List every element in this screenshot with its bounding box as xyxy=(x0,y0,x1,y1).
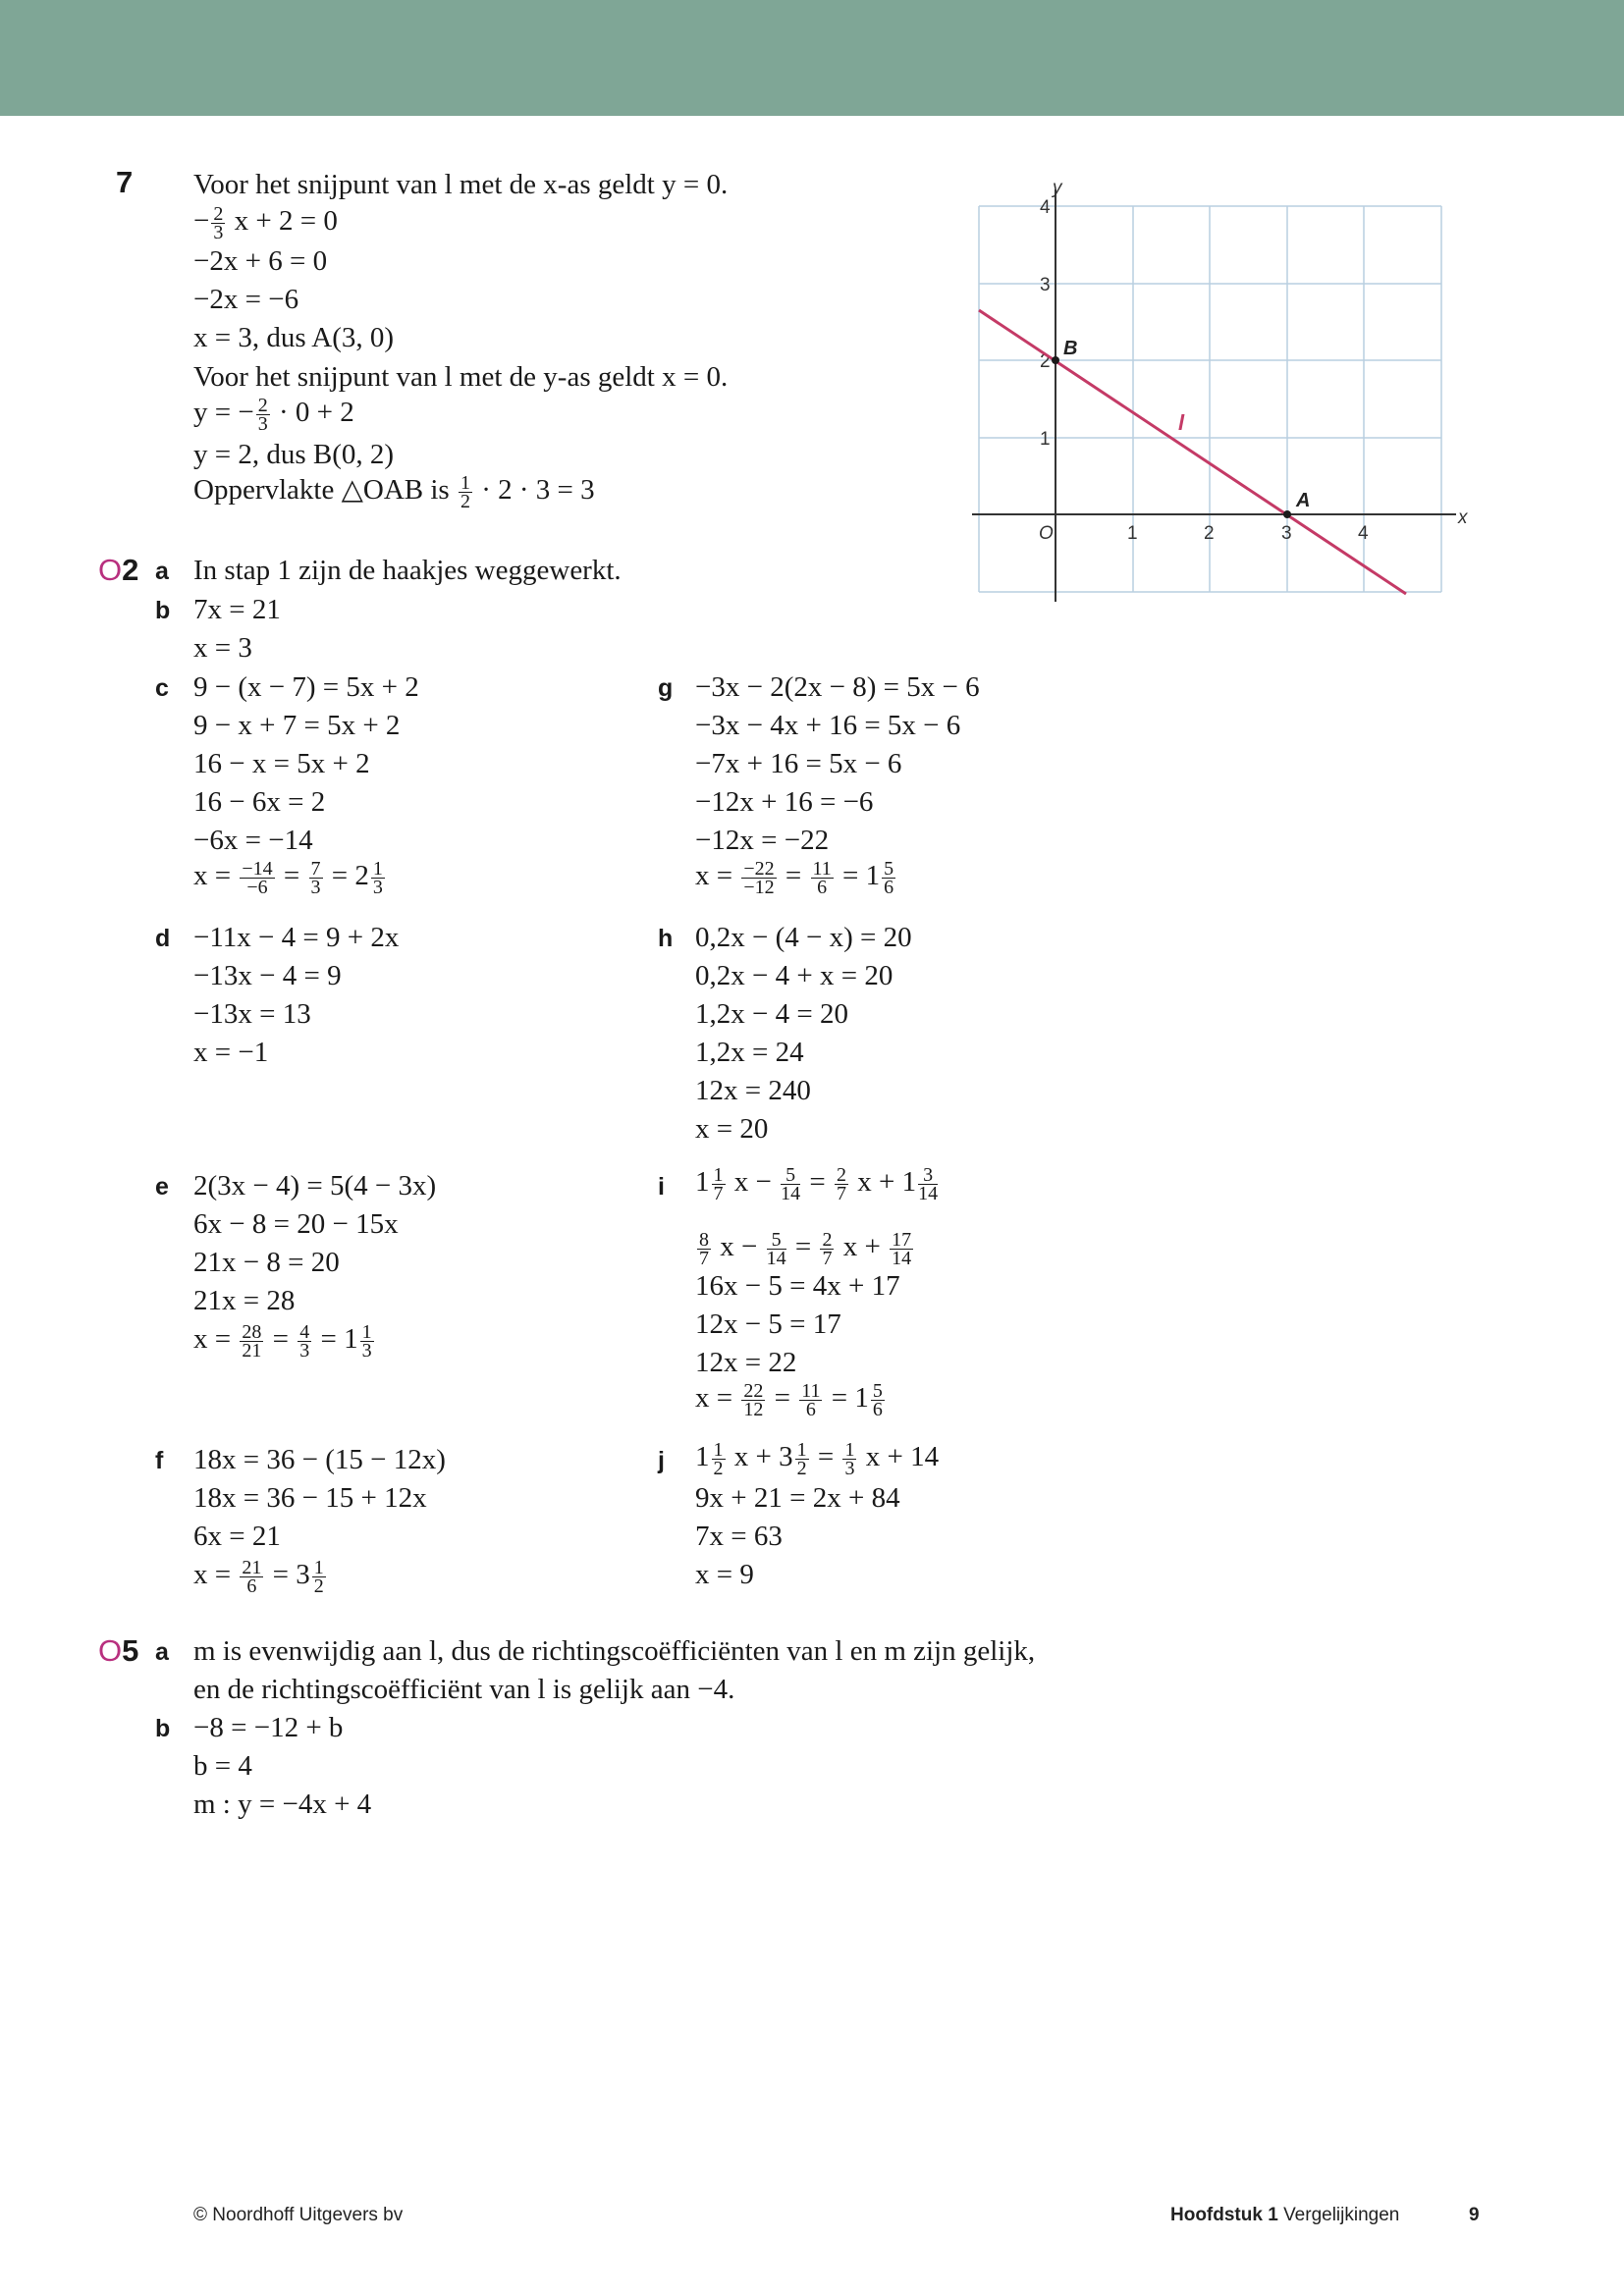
fraction: $\frac{1}{2}$ xyxy=(796,1439,807,1479)
y-axis-label: y xyxy=(1053,178,1062,198)
line-l-label: l xyxy=(1178,410,1185,435)
fraction: $\frac{1}{7}$ xyxy=(713,1164,724,1204)
fraction: $\frac{5}{14}$ xyxy=(766,1229,786,1269)
ex2g-line-3: −7x + 16 = 5x − 6 xyxy=(695,748,902,779)
ex2c-line-3: 16 − x = 5x + 2 xyxy=(193,748,370,779)
point-a-marker xyxy=(1283,510,1291,518)
ex7-line-7: y = − $\frac{2}{3}$ · 0 + 2 xyxy=(193,395,354,435)
fraction: $\frac{2}{7}$ xyxy=(836,1164,846,1204)
fraction: $\frac{3}{14}$ xyxy=(918,1164,939,1204)
part-label-c: c xyxy=(155,674,169,702)
ex2g-line-2: −3x − 4x + 16 = 5x − 6 xyxy=(695,710,961,741)
ex2f-line-4: x = $\frac{21}{6}$ = 3 $\frac{1}{2}$ xyxy=(193,1557,324,1597)
ex2h-line-6: x = 20 xyxy=(695,1113,769,1145)
part-label-j: j xyxy=(658,1447,665,1474)
fraction: $\frac{28}{21}$ xyxy=(242,1321,262,1362)
part-label-h: h xyxy=(658,925,674,952)
fraction: $\frac{5}{6}$ xyxy=(872,1380,883,1420)
ex2b-line-1: 7x = 21 xyxy=(193,594,281,625)
ex5b-line-2: b = 4 xyxy=(193,1750,252,1782)
ex2i-line-3: 16x − 5 = 4x + 17 xyxy=(695,1270,900,1302)
ex2c-line-6: x = $\frac{-14}{-6}$ = $\frac{7}{3}$ = 2 $\frac{1}{3}$ xyxy=(193,858,383,898)
footer-chapter: Hoofdstuk 1 Vergelijkingen xyxy=(1170,2205,1400,2225)
part-label-b: b xyxy=(155,1715,171,1742)
ex5a-line-1: m is evenwijdig aan l, dus de richtingscoëfficiënten van l en m zijn gelijk, xyxy=(193,1635,1036,1667)
part-label-b: b xyxy=(155,597,171,624)
x-tick-2: 2 xyxy=(1204,523,1215,544)
x-tick-4: 4 xyxy=(1358,523,1369,544)
x-tick-1: 1 xyxy=(1127,523,1138,544)
fraction: $\frac{2}{3}$ xyxy=(213,203,224,243)
page-number: 9 xyxy=(1469,2205,1480,2225)
ex2d-line-3: −13x = 13 xyxy=(193,998,311,1030)
ex2i-line-4: 12x − 5 = 17 xyxy=(695,1308,841,1340)
fraction: $\frac{1}{3}$ xyxy=(844,1439,855,1479)
fraction: $\frac{1}{2}$ xyxy=(460,472,470,512)
footer-copyright: © Noordhoff Uitgevers bv xyxy=(193,2205,404,2225)
ex2h-line-5: 12x = 240 xyxy=(695,1075,811,1106)
part-label-f: f xyxy=(155,1447,164,1474)
exercise-number-5: O5 xyxy=(98,1633,139,1668)
ex2h-line-2: 0,2x − 4 + x = 20 xyxy=(695,960,893,991)
origin-label: O xyxy=(1039,523,1054,544)
part-label-g: g xyxy=(658,674,674,702)
y-tick-4: 4 xyxy=(1040,197,1051,218)
y-tick-1: 1 xyxy=(1040,429,1051,450)
ex2i-line-6: x = $\frac{22}{12}$ = $\frac{11}{6}$ = 1 $\frac{5}{6}$ xyxy=(695,1380,883,1420)
fraction: $\frac{22}{12}$ xyxy=(743,1380,764,1420)
fraction: $\frac{11}{6}$ xyxy=(801,1380,821,1420)
part-label-a: a xyxy=(155,1638,169,1666)
ex2i-line-2: $\frac{8}{7}$ x − $\frac{5}{14}$ = $\frac{2}{7}$ x + $\frac{17}{14}$ xyxy=(699,1229,912,1269)
ex5b-line-3: m : y = −4x + 4 xyxy=(193,1789,372,1820)
ex2c-line-1: 9 − (x − 7) = 5x + 2 xyxy=(193,671,419,703)
point-b-marker xyxy=(1052,356,1059,364)
fraction: $\frac{2}{7}$ xyxy=(822,1229,833,1269)
ex2c-line-2: 9 − x + 7 = 5x + 2 xyxy=(193,710,401,741)
ex2e-line-4: 21x = 28 xyxy=(193,1285,296,1316)
ex7-line-8: y = 2, dus B(0, 2) xyxy=(193,439,395,470)
fraction: $\frac{-14}{-6}$ xyxy=(242,858,273,898)
y-tick-3: 3 xyxy=(1040,275,1051,295)
ex2d-line-4: x = −1 xyxy=(193,1037,269,1068)
point-a-label: A xyxy=(1296,490,1311,511)
point-b-label: B xyxy=(1063,338,1078,359)
fraction: $\frac{17}{14}$ xyxy=(892,1229,912,1269)
fraction: $\frac{21}{6}$ xyxy=(242,1557,262,1597)
part-label-i: i xyxy=(658,1173,665,1201)
ex2h-line-1: 0,2x − (4 − x) = 20 xyxy=(695,922,912,953)
line-l xyxy=(979,310,1406,594)
fraction: $\frac{5}{6}$ xyxy=(884,858,894,898)
ex5b-line-1: −8 = −12 + b xyxy=(193,1712,344,1743)
ex7-line-4: −2x = −6 xyxy=(193,284,299,315)
ex2j-line-2: 9x + 21 = 2x + 84 xyxy=(695,1482,900,1514)
x-axis-label: x xyxy=(1458,507,1468,528)
fraction: $\frac{5}{14}$ xyxy=(781,1164,801,1204)
ex2e-line-5: x = $\frac{28}{21}$ = $\frac{4}{3}$ = 1 $\frac{1}{3}$ xyxy=(193,1321,372,1362)
coordinate-graph xyxy=(967,172,1478,604)
ex2b-line-2: x = 3 xyxy=(193,632,252,664)
part-label-a: a xyxy=(155,558,169,585)
fraction: $\frac{1}{2}$ xyxy=(713,1439,724,1479)
fraction: $\frac{-22}{-12}$ xyxy=(743,858,775,898)
ex7-line-6: Voor het snijpunt van l met de y-as geldt x = 0. xyxy=(193,361,729,393)
ex7-line-9: Oppervlakte △OAB is $\frac{1}{2}$ · 2 · 3 = 3 xyxy=(193,472,595,512)
fraction: $\frac{1}{3}$ xyxy=(361,1321,372,1362)
ex5a-line-2: en de richtingscoëfficiënt van l is gelijk aan −4. xyxy=(193,1674,735,1705)
ex2c-line-5: −6x = −14 xyxy=(193,825,313,856)
ex2g-line-1: −3x − 2(2x − 8) = 5x − 6 xyxy=(695,671,980,703)
ex2e-line-3: 21x − 8 = 20 xyxy=(193,1247,340,1278)
header-band xyxy=(0,0,1624,116)
exercise-number-7: 7 xyxy=(116,165,134,199)
ex2h-line-4: 1,2x = 24 xyxy=(695,1037,804,1068)
ex7-line-3: −2x + 6 = 0 xyxy=(193,245,328,277)
fraction: $\frac{8}{7}$ xyxy=(699,1229,709,1269)
ex2i-line-1: 1 $\frac{1}{7}$ x − $\frac{5}{14}$ = $\frac{2}{7}$ x + 1 $\frac{3}{14}$ xyxy=(695,1164,939,1204)
ex7-line-1: Voor het snijpunt van l met de x-as geldt y = 0. xyxy=(193,169,729,200)
ex2f-line-3: 6x = 21 xyxy=(193,1521,281,1552)
fraction: $\frac{2}{3}$ xyxy=(257,395,268,435)
ex2f-line-1: 18x = 36 − (15 − 12x) xyxy=(193,1444,446,1475)
part-label-d: d xyxy=(155,925,171,952)
ex2d-line-2: −13x − 4 = 9 xyxy=(193,960,342,991)
y-tick-2: 2 xyxy=(1040,351,1051,372)
ex2i-line-5: 12x = 22 xyxy=(695,1347,797,1378)
fraction: $\frac{11}{6}$ xyxy=(812,858,832,898)
ex2j-line-1: 1 $\frac{1}{2}$ x + 3 $\frac{1}{2}$ = $\frac{1}{3}$ x + 14 xyxy=(695,1439,940,1479)
ex2g-line-6: x = $\frac{-22}{-12}$ = $\frac{11}{6}$ = 1 $\frac{5}{6}$ xyxy=(695,858,894,898)
ex7-line-5: x = 3, dus A(3, 0) xyxy=(193,322,395,353)
ex2a-line-1: In stap 1 zijn de haakjes weggewerkt. xyxy=(193,555,622,586)
ex2e-line-2: 6x − 8 = 20 − 15x xyxy=(193,1208,399,1240)
ex2d-line-1: −11x − 4 = 9 + 2x xyxy=(193,922,400,953)
part-label-e: e xyxy=(155,1173,169,1201)
fraction: $\frac{1}{3}$ xyxy=(372,858,383,898)
ex2j-line-4: x = 9 xyxy=(695,1559,754,1590)
ex2j-line-3: 7x = 63 xyxy=(695,1521,783,1552)
ex2g-line-4: −12x + 16 = −6 xyxy=(695,786,874,818)
fraction: $\frac{1}{2}$ xyxy=(313,1557,324,1597)
ex2c-line-4: 16 − 6x = 2 xyxy=(193,786,326,818)
ex2e-line-1: 2(3x − 4) = 5(4 − 3x) xyxy=(193,1170,437,1201)
fraction: $\frac{4}{3}$ xyxy=(299,1321,310,1362)
fraction: $\frac{7}{3}$ xyxy=(310,858,321,898)
exercise-number-2: O2 xyxy=(98,553,139,587)
ex2g-line-5: −12x = −22 xyxy=(695,825,830,856)
ex7-line-2: − $\frac{2}{3}$ x + 2 = 0 xyxy=(193,203,338,243)
ex2h-line-3: 1,2x − 4 = 20 xyxy=(695,998,848,1030)
ex2f-line-2: 18x = 36 − 15 + 12x xyxy=(193,1482,427,1514)
x-tick-3: 3 xyxy=(1281,523,1292,544)
